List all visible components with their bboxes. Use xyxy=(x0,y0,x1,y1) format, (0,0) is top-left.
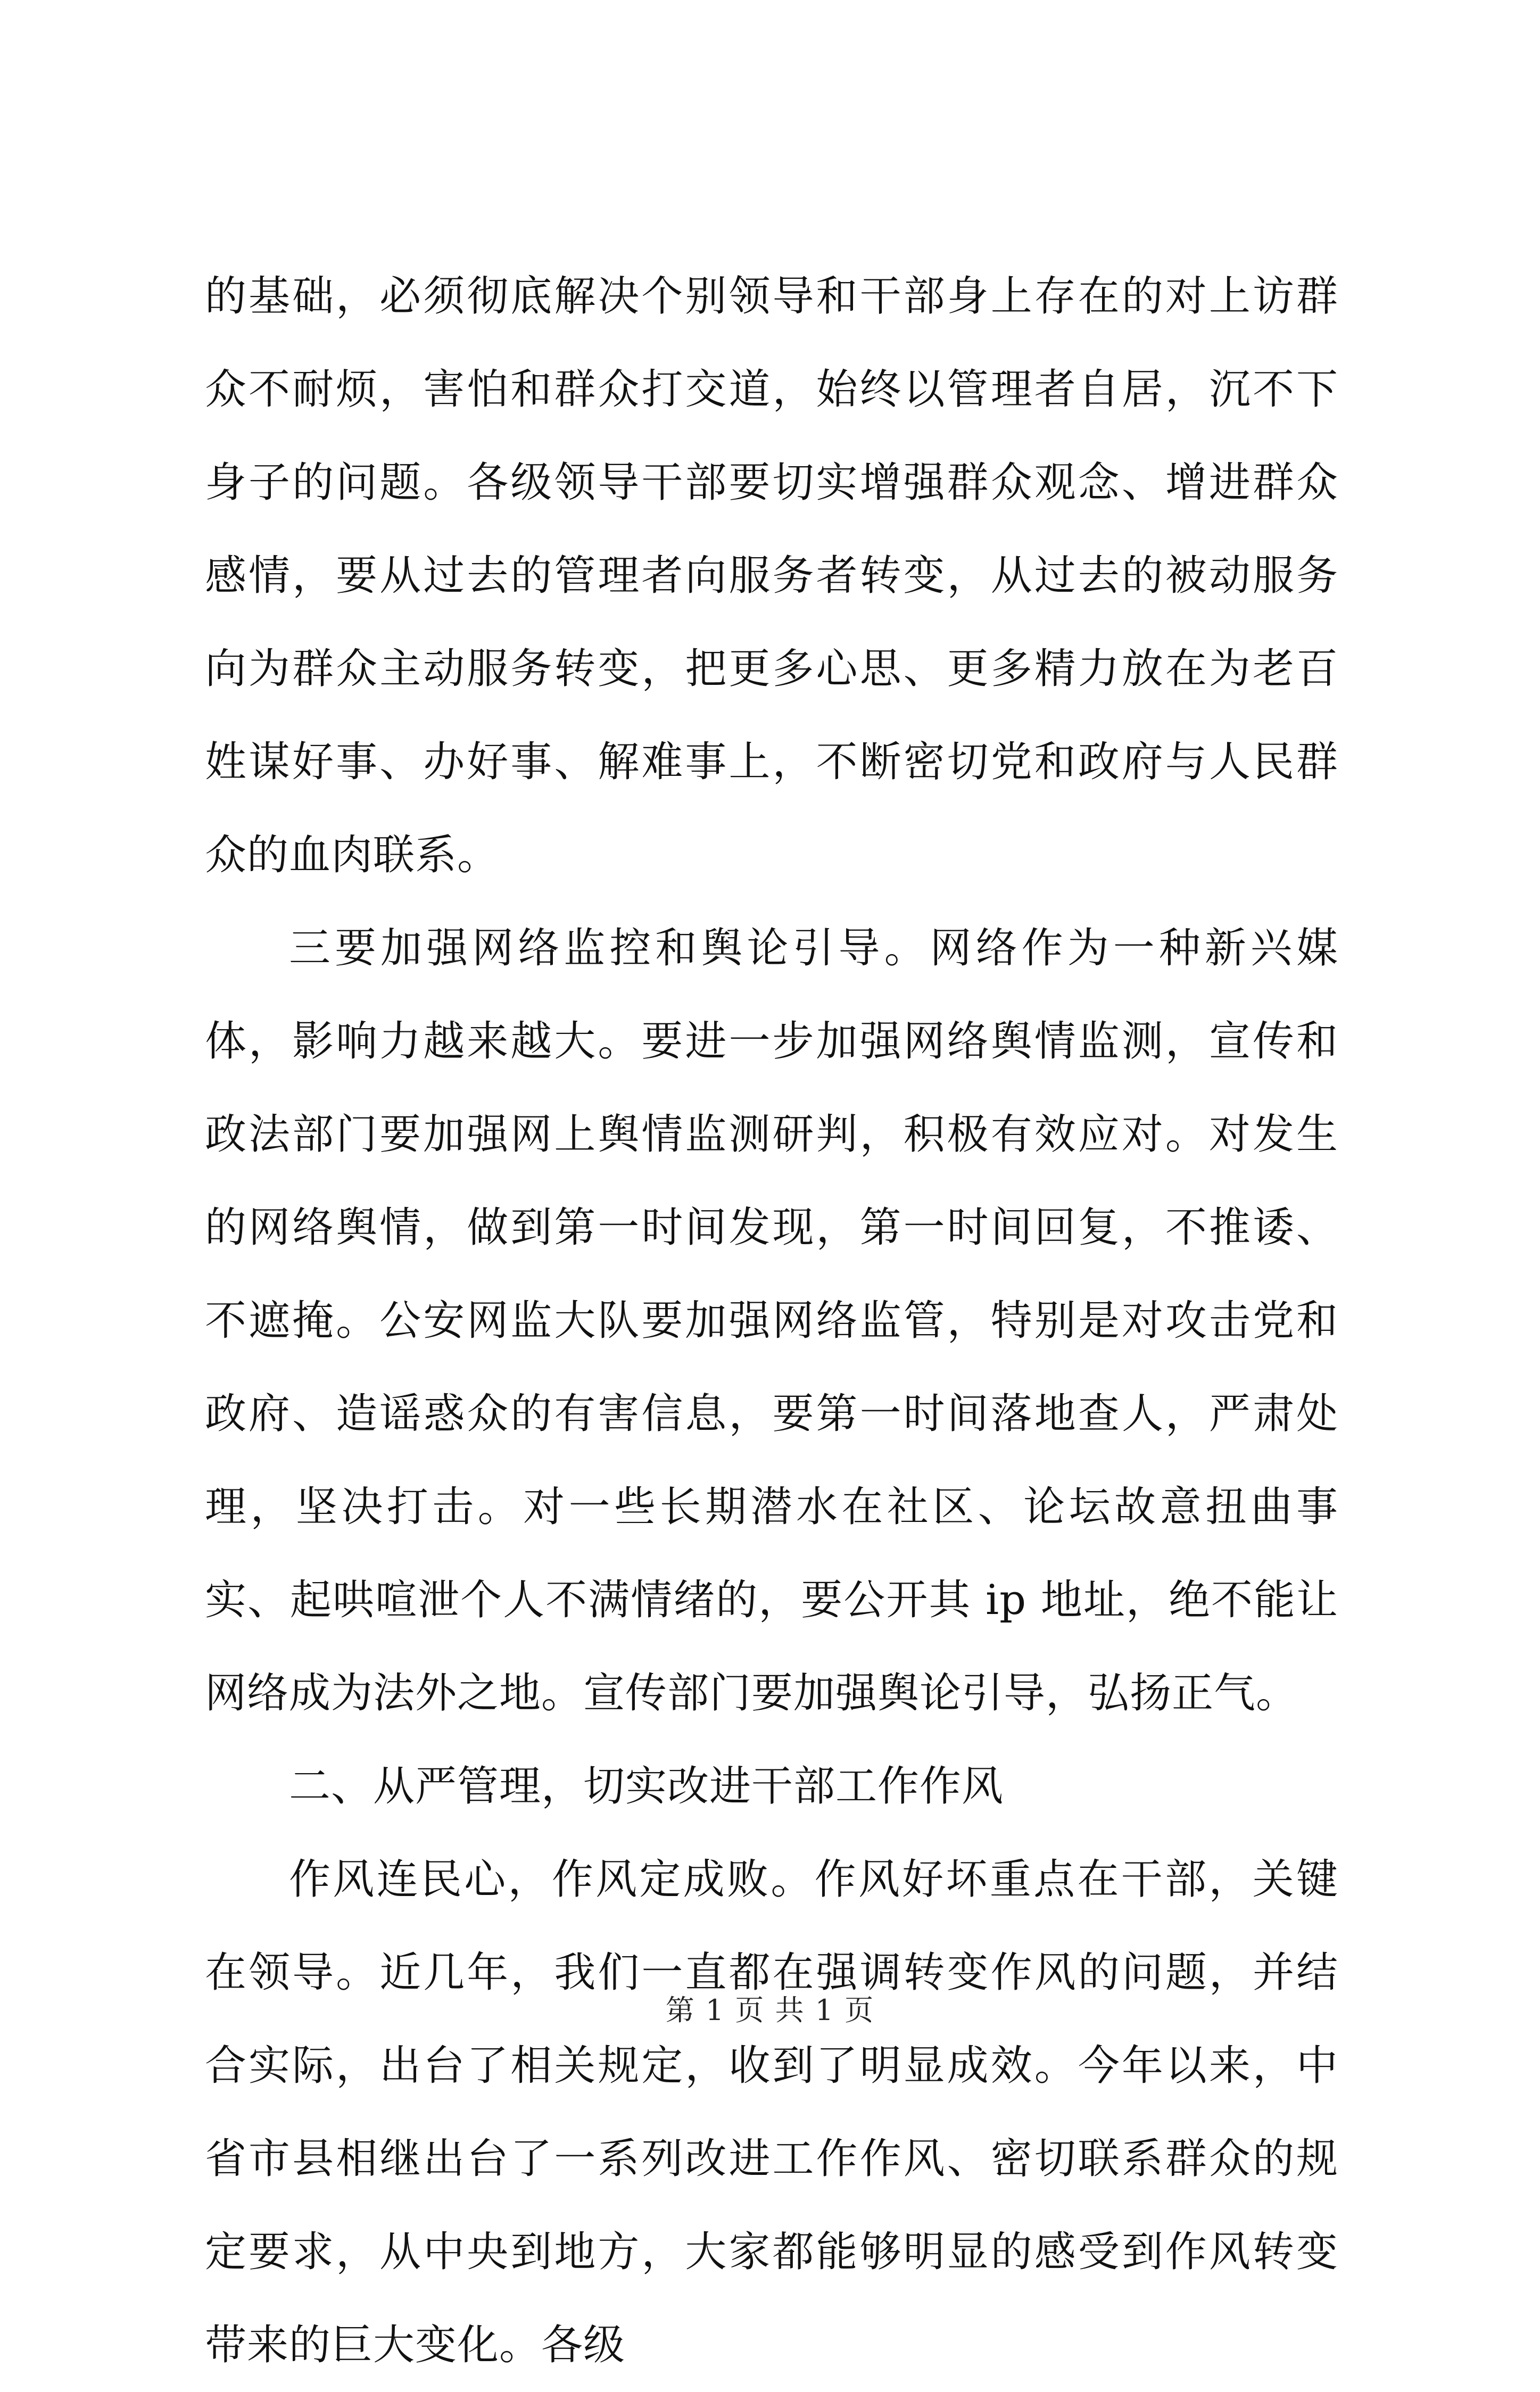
paragraph-2: 三要加强网络监控和舆论引导。网络作为一种新兴媒体，影响力越来越大。要进一步加强网络舆情监测，宣传和政法部门要加强网上舆情监测研判，积极有效应对。对发生的网络舆情，做到第一时间发现，第一时间回复，不推诿、不遮掩。公安网监大队要加强网络监管，特别是对攻击党和政府、造谣惑众的有害信息，要第一时间落地查人，严肃处理，坚决打击。对一些长期潜水在社区、论坛故意扭曲事实、起哄喧泄个人不满情绪的，要公开其 ip 地址，绝不能让网络成为法外之地。宣传部门要加强舆论引导，弘扬正气。 xyxy=(205,924,1338,1717)
paragraph-3: 作风连民心，作风定成败。作风好坏重点在干部，关键在领导。近几年，我们一直都在强调转变作风的问题，并结合实际，出台了相关规定，收到了明显成效。今年以来，中省市县相继出台了一系列改进工作作风、密切联系群众的规定要求，从中央到地方，大家都能够明显的感受到作风转变带来的巨大变化。各级 xyxy=(205,1856,1338,2369)
page-footer: 第 1 页 共 1 页 xyxy=(665,1993,875,2027)
section-heading: 二、从严管理，切实改进干部工作作风 xyxy=(289,1762,1004,1810)
body-text xyxy=(205,250,1338,2392)
paragraph-1: 的基础，必须彻底解决个别领导和干部身上存在的对上访群众不耐烦，害怕和群众打交道，始终以管理者自居，沉不下身子的问题。各级领导干部要切实增强群众观念、增进群众感情，要从过去的管理者向服务者转变，从过去的被动服务向为群众主动服务转变，把更多心思、更多精力放在为老百姓谋好事、办好事、解难事上，不断密切党和政府与人民群众的血肉联系。 xyxy=(205,272,1338,879)
